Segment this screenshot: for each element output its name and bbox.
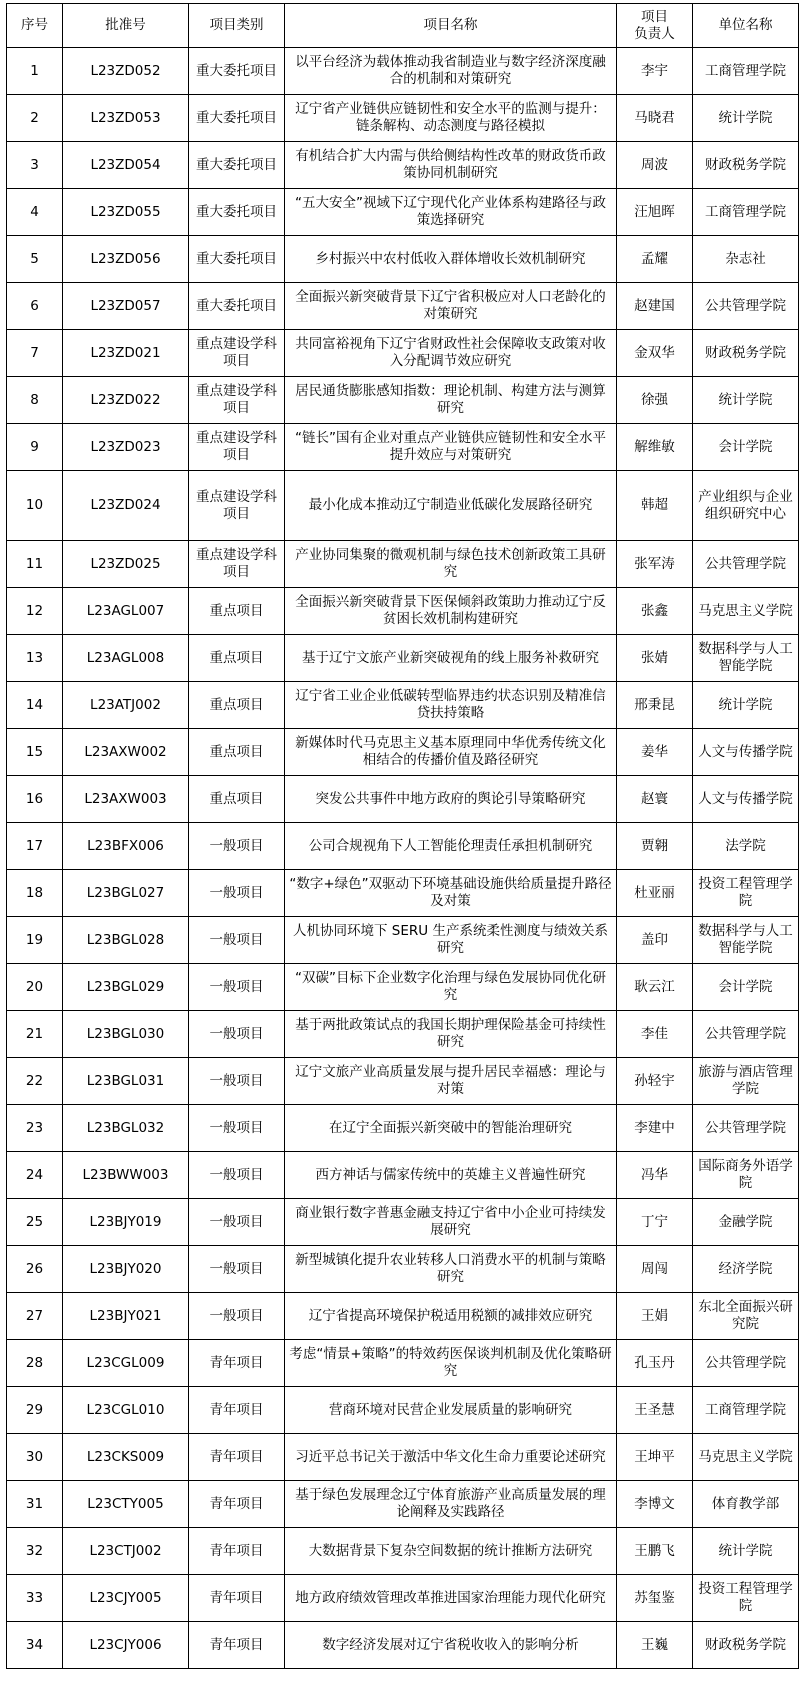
table-row [7, 541, 799, 588]
cell-code: L23ZD023 [63, 424, 189, 471]
cell-category: 重大委托项目 [189, 95, 285, 142]
cell-unit: 公共管理学院 [693, 283, 799, 330]
cell-unit: 公共管理学院 [693, 541, 799, 588]
cell-category: 青年项目 [189, 1340, 285, 1387]
cell-category: 重大委托项目 [189, 236, 285, 283]
cell-category: 重点建设学科项目 [189, 377, 285, 424]
table-row [7, 1246, 799, 1293]
cell-code: L23ZD056 [63, 236, 189, 283]
cell-title: 全面振兴新突破背景下辽宁省积极应对人口老龄化的对策研究 [285, 283, 617, 330]
cell-unit: 公共管理学院 [693, 1011, 799, 1058]
cell-category: 重点项目 [189, 682, 285, 729]
cell-category: 重点建设学科项目 [189, 330, 285, 377]
cell-title: 考虑“情景+策略”的特效药医保谈判机制及优化策略研究 [285, 1340, 617, 1387]
table-row [7, 1434, 799, 1481]
cell-category: 一般项目 [189, 1011, 285, 1058]
cell-code: L23CGL009 [63, 1340, 189, 1387]
cell-index: 33 [7, 1575, 63, 1622]
cell-unit: 旅游与酒店管理学院 [693, 1058, 799, 1105]
table-row [7, 283, 799, 330]
cell-category: 一般项目 [189, 917, 285, 964]
cell-leader: 赵寰 [617, 776, 693, 823]
table-row [7, 870, 799, 917]
table-row [7, 471, 799, 541]
cell-leader: 韩超 [617, 471, 693, 541]
cell-leader: 杜亚丽 [617, 870, 693, 917]
cell-title: 有机结合扩大内需与供给侧结构性改革的财政货币政策协同机制研究 [285, 142, 617, 189]
cell-unit: 国际商务外语学院 [693, 1152, 799, 1199]
cell-category: 一般项目 [189, 1105, 285, 1152]
cell-unit: 财政税务学院 [693, 142, 799, 189]
cell-code: L23BJY021 [63, 1293, 189, 1340]
table-row [7, 95, 799, 142]
cell-leader: 姜华 [617, 729, 693, 776]
table-row [7, 189, 799, 236]
table-row [7, 964, 799, 1011]
cell-title: 突发公共事件中地方政府的舆论引导策略研究 [285, 776, 617, 823]
cell-leader: 苏玺鉴 [617, 1575, 693, 1622]
cell-unit: 工商管理学院 [693, 189, 799, 236]
cell-leader: 张鑫 [617, 588, 693, 635]
cell-category: 重点建设学科项目 [189, 471, 285, 541]
cell-unit: 会计学院 [693, 964, 799, 1011]
cell-unit: 杂志社 [693, 236, 799, 283]
cell-leader: 马晓君 [617, 95, 693, 142]
cell-title: “数字+绿色”双驱动下环境基础设施供给质量提升路径及对策 [285, 870, 617, 917]
cell-index: 6 [7, 283, 63, 330]
cell-leader: 金双华 [617, 330, 693, 377]
cell-index: 19 [7, 917, 63, 964]
table-row [7, 142, 799, 189]
table-body [7, 48, 799, 1669]
cell-index: 21 [7, 1011, 63, 1058]
cell-title: 辽宁文旅产业高质量发展与提升居民幸福感：理论与对策 [285, 1058, 617, 1105]
table-row [7, 635, 799, 682]
cell-unit: 人文与传播学院 [693, 729, 799, 776]
cell-leader: 王圣慧 [617, 1387, 693, 1434]
cell-unit: 马克思主义学院 [693, 1434, 799, 1481]
cell-title: 最小化成本推动辽宁制造业低碳化发展路径研究 [285, 471, 617, 541]
cell-index: 27 [7, 1293, 63, 1340]
table-row [7, 1387, 799, 1434]
cell-unit: 统计学院 [693, 377, 799, 424]
cell-index: 34 [7, 1622, 63, 1669]
cell-index: 24 [7, 1152, 63, 1199]
table-row [7, 823, 799, 870]
cell-code: L23BJY020 [63, 1246, 189, 1293]
cell-title: “双碳”目标下企业数字化治理与绿色发展协同优化研究 [285, 964, 617, 1011]
cell-unit: 统计学院 [693, 682, 799, 729]
cell-index: 14 [7, 682, 63, 729]
cell-category: 一般项目 [189, 823, 285, 870]
cell-code: L23AGL007 [63, 588, 189, 635]
cell-leader: 邢秉昆 [617, 682, 693, 729]
cell-index: 5 [7, 236, 63, 283]
header-leader: 项目 负责人 [617, 4, 693, 48]
cell-unit: 东北全面振兴研究院 [693, 1293, 799, 1340]
cell-code: L23CTJ002 [63, 1528, 189, 1575]
cell-index: 15 [7, 729, 63, 776]
cell-leader: 周波 [617, 142, 693, 189]
cell-index: 17 [7, 823, 63, 870]
cell-unit: 财政税务学院 [693, 1622, 799, 1669]
cell-category: 青年项目 [189, 1575, 285, 1622]
cell-index: 32 [7, 1528, 63, 1575]
cell-index: 22 [7, 1058, 63, 1105]
cell-title: 全面振兴新突破背景下医保倾斜政策助力推动辽宁反贫困长效机制构建研究 [285, 588, 617, 635]
cell-title: 基于绿色发展理念辽宁体育旅游产业高质量发展的理论阐释及实践路径 [285, 1481, 617, 1528]
cell-category: 重大委托项目 [189, 142, 285, 189]
cell-category: 重大委托项目 [189, 48, 285, 95]
cell-unit: 产业组织与企业组织研究中心 [693, 471, 799, 541]
header-index: 序号 [7, 4, 63, 48]
cell-unit: 公共管理学院 [693, 1340, 799, 1387]
table-row [7, 1105, 799, 1152]
cell-category: 重点项目 [189, 588, 285, 635]
cell-leader: 孟耀 [617, 236, 693, 283]
cell-index: 20 [7, 964, 63, 1011]
cell-leader: 耿云江 [617, 964, 693, 1011]
table-row [7, 588, 799, 635]
cell-code: L23CGL010 [63, 1387, 189, 1434]
cell-unit: 人文与传播学院 [693, 776, 799, 823]
cell-leader: 李博文 [617, 1481, 693, 1528]
cell-code: L23ZD024 [63, 471, 189, 541]
cell-code: L23AXW002 [63, 729, 189, 776]
cell-index: 10 [7, 471, 63, 541]
table-row [7, 48, 799, 95]
cell-title: 以平台经济为载体推动我省制造业与数字经济深度融合的机制和对策研究 [285, 48, 617, 95]
cell-index: 7 [7, 330, 63, 377]
cell-code: L23ZD055 [63, 189, 189, 236]
cell-category: 一般项目 [189, 870, 285, 917]
cell-title: 辽宁省工业企业低碳转型临界违约状态识别及精准信贷扶持策略 [285, 682, 617, 729]
cell-leader: 王鹏飞 [617, 1528, 693, 1575]
header-unit: 单位名称 [693, 4, 799, 48]
cell-category: 一般项目 [189, 1152, 285, 1199]
cell-leader: 孙轻宇 [617, 1058, 693, 1105]
cell-category: 重点项目 [189, 729, 285, 776]
cell-index: 9 [7, 424, 63, 471]
table-row [7, 1340, 799, 1387]
cell-category: 一般项目 [189, 1246, 285, 1293]
cell-code: L23BFX006 [63, 823, 189, 870]
cell-title: 辽宁省提高环境保护税适用税额的减排效应研究 [285, 1293, 617, 1340]
cell-index: 1 [7, 48, 63, 95]
cell-code: L23ZD052 [63, 48, 189, 95]
cell-title: 西方神话与儒家传统中的英雄主义普遍性研究 [285, 1152, 617, 1199]
cell-title: 习近平总书记关于激活中华文化生命力重要论述研究 [285, 1434, 617, 1481]
project-list-document [6, 3, 799, 1669]
cell-code: L23ZD057 [63, 283, 189, 330]
cell-category: 重点建设学科项目 [189, 424, 285, 471]
cell-unit: 金融学院 [693, 1199, 799, 1246]
cell-index: 26 [7, 1246, 63, 1293]
cell-leader: 周闯 [617, 1246, 693, 1293]
cell-unit: 投资工程管理学院 [693, 1575, 799, 1622]
cell-unit: 统计学院 [693, 1528, 799, 1575]
cell-index: 8 [7, 377, 63, 424]
cell-leader: 盖印 [617, 917, 693, 964]
cell-leader: 冯华 [617, 1152, 693, 1199]
table-row [7, 1622, 799, 1669]
table-row [7, 1152, 799, 1199]
cell-unit: 法学院 [693, 823, 799, 870]
cell-index: 11 [7, 541, 63, 588]
table-row [7, 1058, 799, 1105]
cell-index: 29 [7, 1387, 63, 1434]
cell-index: 13 [7, 635, 63, 682]
cell-leader: 徐强 [617, 377, 693, 424]
cell-title: 新型城镇化提升农业转移人口消费水平的机制与策略研究 [285, 1246, 617, 1293]
cell-category: 青年项目 [189, 1528, 285, 1575]
cell-code: L23CTY005 [63, 1481, 189, 1528]
cell-leader: 丁宁 [617, 1199, 693, 1246]
cell-code: L23ZD054 [63, 142, 189, 189]
table-row [7, 1293, 799, 1340]
cell-title: 居民通货膨胀感知指数：理论机制、构建方法与测算研究 [285, 377, 617, 424]
cell-category: 重点项目 [189, 635, 285, 682]
cell-title: 共同富裕视角下辽宁省财政性社会保障收支政策对收入分配调节效应研究 [285, 330, 617, 377]
cell-category: 重点项目 [189, 776, 285, 823]
cell-title: 商业银行数字普惠金融支持辽宁省中小企业可持续发展研究 [285, 1199, 617, 1246]
table-row [7, 682, 799, 729]
cell-code: L23CKS009 [63, 1434, 189, 1481]
header-code: 批准号 [63, 4, 189, 48]
table-header-row [7, 4, 799, 48]
table-row [7, 1528, 799, 1575]
cell-index: 30 [7, 1434, 63, 1481]
cell-code: L23CJY005 [63, 1575, 189, 1622]
cell-title: 地方政府绩效管理改革推进国家治理能力现代化研究 [285, 1575, 617, 1622]
cell-category: 重大委托项目 [189, 283, 285, 330]
cell-title: 数字经济发展对辽宁省税收收入的影响分析 [285, 1622, 617, 1669]
cell-index: 25 [7, 1199, 63, 1246]
cell-category: 一般项目 [189, 1058, 285, 1105]
cell-leader: 孔玉丹 [617, 1340, 693, 1387]
cell-index: 12 [7, 588, 63, 635]
cell-category: 重大委托项目 [189, 189, 285, 236]
table-row [7, 729, 799, 776]
cell-unit: 财政税务学院 [693, 330, 799, 377]
cell-title: 营商环境对民营企业发展质量的影响研究 [285, 1387, 617, 1434]
table-row [7, 330, 799, 377]
cell-leader: 汪旭晖 [617, 189, 693, 236]
cell-index: 18 [7, 870, 63, 917]
cell-unit: 经济学院 [693, 1246, 799, 1293]
cell-code: L23BGL028 [63, 917, 189, 964]
cell-code: L23BGL027 [63, 870, 189, 917]
cell-index: 3 [7, 142, 63, 189]
cell-leader: 王坤平 [617, 1434, 693, 1481]
table-row [7, 1199, 799, 1246]
cell-code: L23AGL008 [63, 635, 189, 682]
table-row [7, 424, 799, 471]
cell-unit: 体育教学部 [693, 1481, 799, 1528]
cell-index: 16 [7, 776, 63, 823]
cell-title: 基于辽宁文旅产业新突破视角的线上服务补救研究 [285, 635, 617, 682]
cell-index: 23 [7, 1105, 63, 1152]
cell-code: L23BWW003 [63, 1152, 189, 1199]
cell-category: 青年项目 [189, 1481, 285, 1528]
cell-code: L23ZD022 [63, 377, 189, 424]
cell-category: 一般项目 [189, 1293, 285, 1340]
cell-category: 重点建设学科项目 [189, 541, 285, 588]
cell-index: 2 [7, 95, 63, 142]
table-row [7, 1575, 799, 1622]
table-row [7, 1481, 799, 1528]
cell-title: 在辽宁全面振兴新突破中的智能治理研究 [285, 1105, 617, 1152]
cell-code: L23BJY019 [63, 1199, 189, 1246]
cell-code: L23BGL030 [63, 1011, 189, 1058]
cell-leader: 赵建国 [617, 283, 693, 330]
cell-title: 大数据背景下复杂空间数据的统计推断方法研究 [285, 1528, 617, 1575]
cell-code: L23ZD053 [63, 95, 189, 142]
cell-leader: 贾翱 [617, 823, 693, 870]
cell-code: L23CJY006 [63, 1622, 189, 1669]
cell-code: L23ATJ002 [63, 682, 189, 729]
cell-code: L23ZD021 [63, 330, 189, 377]
table-row [7, 377, 799, 424]
cell-code: L23BGL032 [63, 1105, 189, 1152]
cell-code: L23ZD025 [63, 541, 189, 588]
cell-title: 公司合规视角下人工智能伦理责任承担机制研究 [285, 823, 617, 870]
cell-unit: 统计学院 [693, 95, 799, 142]
header-category: 项目类别 [189, 4, 285, 48]
cell-category: 青年项目 [189, 1387, 285, 1434]
cell-code: L23BGL029 [63, 964, 189, 1011]
cell-unit: 数据科学与人工智能学院 [693, 917, 799, 964]
cell-index: 31 [7, 1481, 63, 1528]
cell-unit: 工商管理学院 [693, 1387, 799, 1434]
cell-leader: 解维敏 [617, 424, 693, 471]
cell-leader: 王娟 [617, 1293, 693, 1340]
cell-leader: 张军涛 [617, 541, 693, 588]
cell-title: “链长”国有企业对重点产业链供应链韧性和安全水平提升效应与对策研究 [285, 424, 617, 471]
cell-title: 乡村振兴中农村低收入群体增收长效机制研究 [285, 236, 617, 283]
cell-leader: 李建中 [617, 1105, 693, 1152]
cell-unit: 工商管理学院 [693, 48, 799, 95]
cell-index: 28 [7, 1340, 63, 1387]
table-row [7, 776, 799, 823]
project-table [6, 3, 799, 1669]
cell-category: 一般项目 [189, 1199, 285, 1246]
cell-index: 4 [7, 189, 63, 236]
cell-unit: 马克思主义学院 [693, 588, 799, 635]
header-title: 项目名称 [285, 4, 617, 48]
cell-code: L23BGL031 [63, 1058, 189, 1105]
cell-leader: 李宇 [617, 48, 693, 95]
cell-title: 基于两批政策试点的我国长期护理保险基金可持续性研究 [285, 1011, 617, 1058]
cell-category: 一般项目 [189, 964, 285, 1011]
cell-category: 青年项目 [189, 1622, 285, 1669]
cell-leader: 王巍 [617, 1622, 693, 1669]
cell-leader: 张婧 [617, 635, 693, 682]
table-row [7, 917, 799, 964]
cell-unit: 投资工程管理学院 [693, 870, 799, 917]
cell-title: 辽宁省产业链供应链韧性和安全水平的监测与提升：链条解构、动态测度与路径模拟 [285, 95, 617, 142]
table-row [7, 1011, 799, 1058]
cell-title: 新媒体时代马克思主义基本原理同中华优秀传统文化相结合的传播价值及路径研究 [285, 729, 617, 776]
cell-title: 产业协同集聚的微观机制与绿色技术创新政策工具研究 [285, 541, 617, 588]
cell-title: “五大安全”视域下辽宁现代化产业体系构建路径与政策选择研究 [285, 189, 617, 236]
cell-unit: 会计学院 [693, 424, 799, 471]
cell-code: L23AXW003 [63, 776, 189, 823]
cell-unit: 公共管理学院 [693, 1105, 799, 1152]
cell-category: 青年项目 [189, 1434, 285, 1481]
cell-title: 人机协同环境下 SERU 生产系统柔性测度与绩效关系研究 [285, 917, 617, 964]
cell-unit: 数据科学与人工智能学院 [693, 635, 799, 682]
cell-leader: 李佳 [617, 1011, 693, 1058]
table-row [7, 236, 799, 283]
